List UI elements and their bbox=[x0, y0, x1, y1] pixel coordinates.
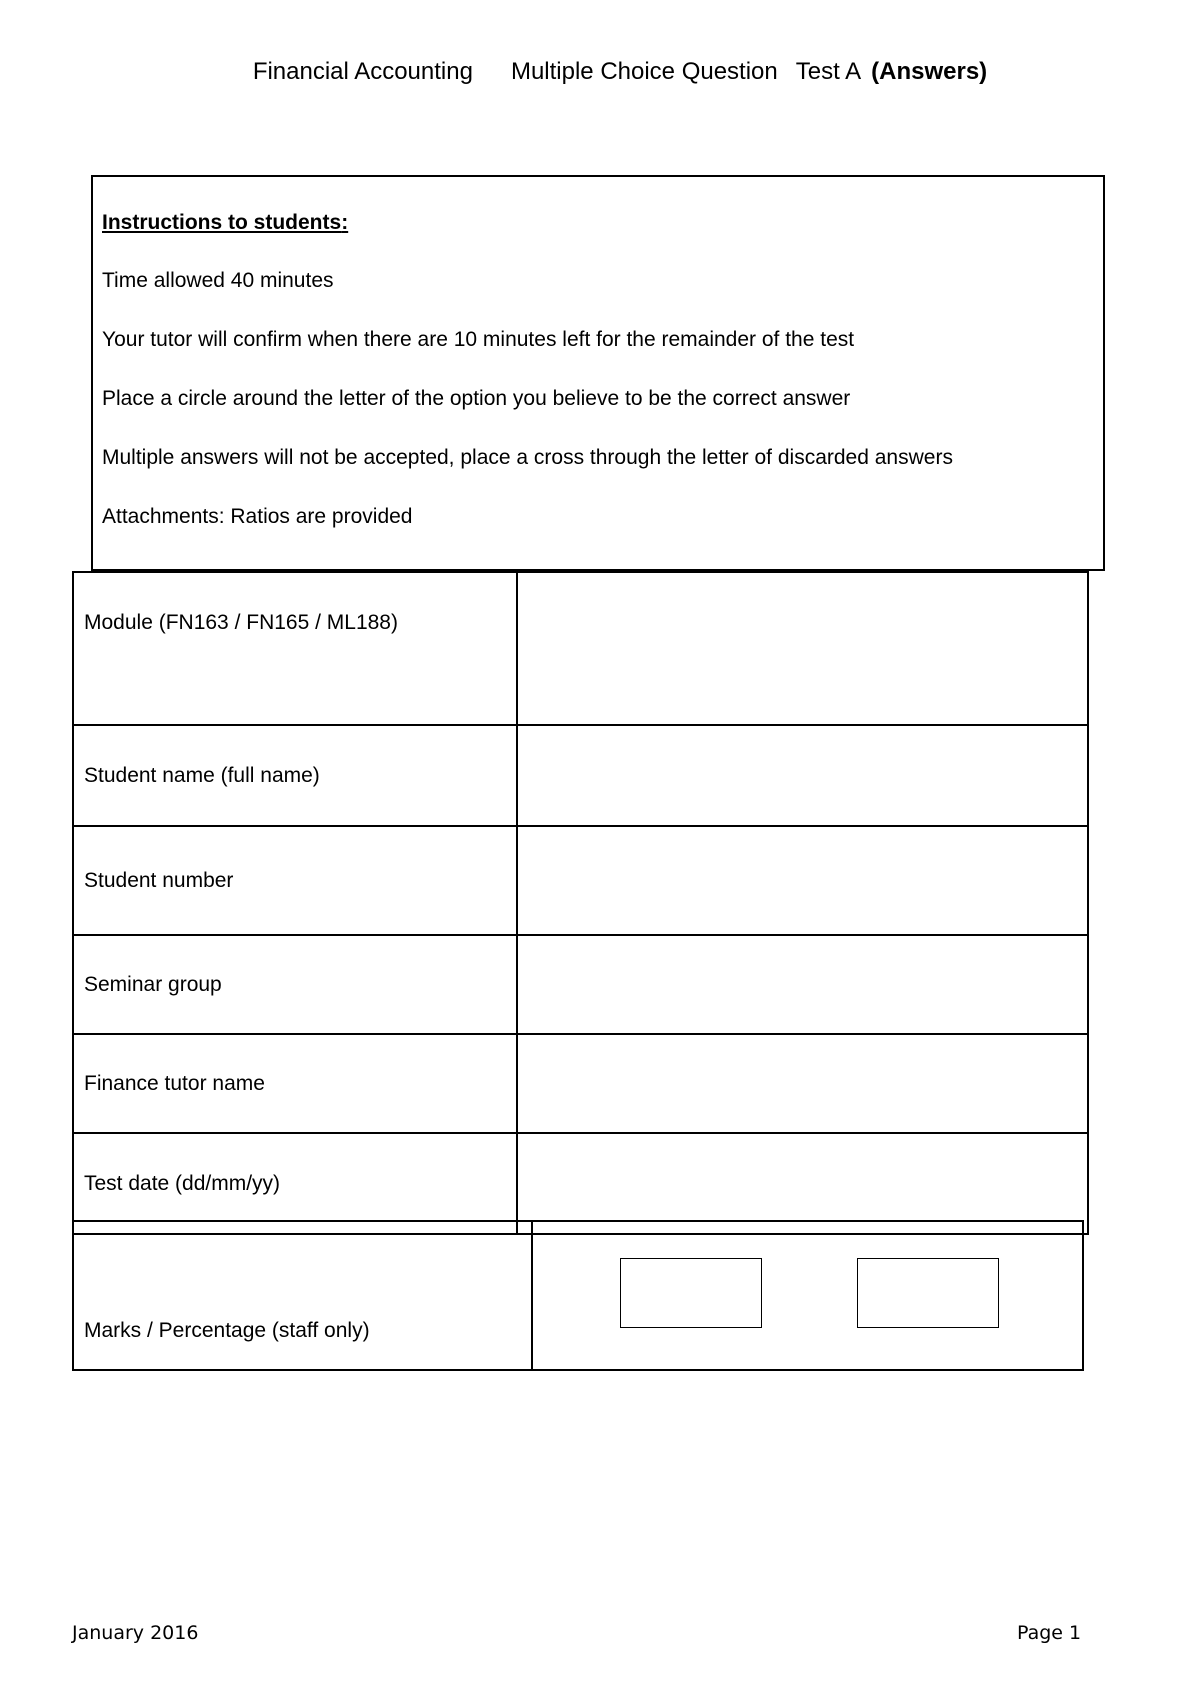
table-row bbox=[73, 1133, 1088, 1234]
instruction-line: Multiple answers will not be accepted, place a cross through the letter of discarded answers bbox=[102, 446, 953, 469]
student-number-field[interactable] bbox=[517, 826, 1088, 935]
table-row bbox=[73, 826, 1088, 935]
marks-table bbox=[72, 1220, 1084, 1371]
answers-label: (Answers) bbox=[871, 58, 988, 85]
test-date-label: Test date (dd/mm/yy) bbox=[73, 1133, 517, 1234]
module-label: Module (FN163 / FN165 / ML188) bbox=[73, 572, 517, 725]
instruction-line: Time allowed 40 minutes bbox=[102, 269, 334, 292]
seminar-group-label: Seminar group bbox=[73, 935, 517, 1034]
instructions-box bbox=[91, 175, 1105, 571]
table-row bbox=[73, 1034, 1088, 1133]
instructions-title: Instructions to students: bbox=[102, 211, 349, 234]
marks-box[interactable] bbox=[620, 1258, 762, 1328]
instruction-line: Your tutor will confirm when there are 10 minutes left for the remainder of the test bbox=[102, 328, 855, 351]
marks-cell bbox=[532, 1221, 1083, 1370]
table-row bbox=[73, 1221, 1083, 1370]
table-row bbox=[73, 935, 1088, 1034]
table-row bbox=[73, 725, 1088, 826]
footer-page-number: Page 1 bbox=[1017, 1622, 1082, 1644]
module-field[interactable] bbox=[517, 572, 1088, 725]
tutor-name-label: Finance tutor name bbox=[73, 1034, 517, 1133]
instruction-line: Attachments: Ratios are provided bbox=[102, 505, 413, 528]
student-number-label: Student number bbox=[73, 826, 517, 935]
test-date-field[interactable] bbox=[517, 1133, 1088, 1234]
course-title: Financial Accounting bbox=[252, 58, 473, 85]
marks-label: Marks / Percentage (staff only) bbox=[73, 1221, 532, 1370]
instruction-line: Place a circle around the letter of the option you believe to be the correct answer bbox=[102, 387, 851, 410]
student-info-table bbox=[72, 571, 1089, 1235]
student-name-label: Student name (full name) bbox=[73, 725, 517, 826]
seminar-group-field[interactable] bbox=[517, 935, 1088, 1034]
student-name-field[interactable] bbox=[517, 725, 1088, 826]
footer-date: January 2016 bbox=[72, 1622, 199, 1644]
document-header bbox=[0, 58, 1200, 86]
tutor-name-field[interactable] bbox=[517, 1034, 1088, 1133]
test-type: Multiple Choice Question bbox=[510, 58, 778, 85]
percentage-box[interactable] bbox=[857, 1258, 999, 1328]
test-version: Test A bbox=[795, 58, 862, 85]
table-row bbox=[73, 572, 1088, 725]
